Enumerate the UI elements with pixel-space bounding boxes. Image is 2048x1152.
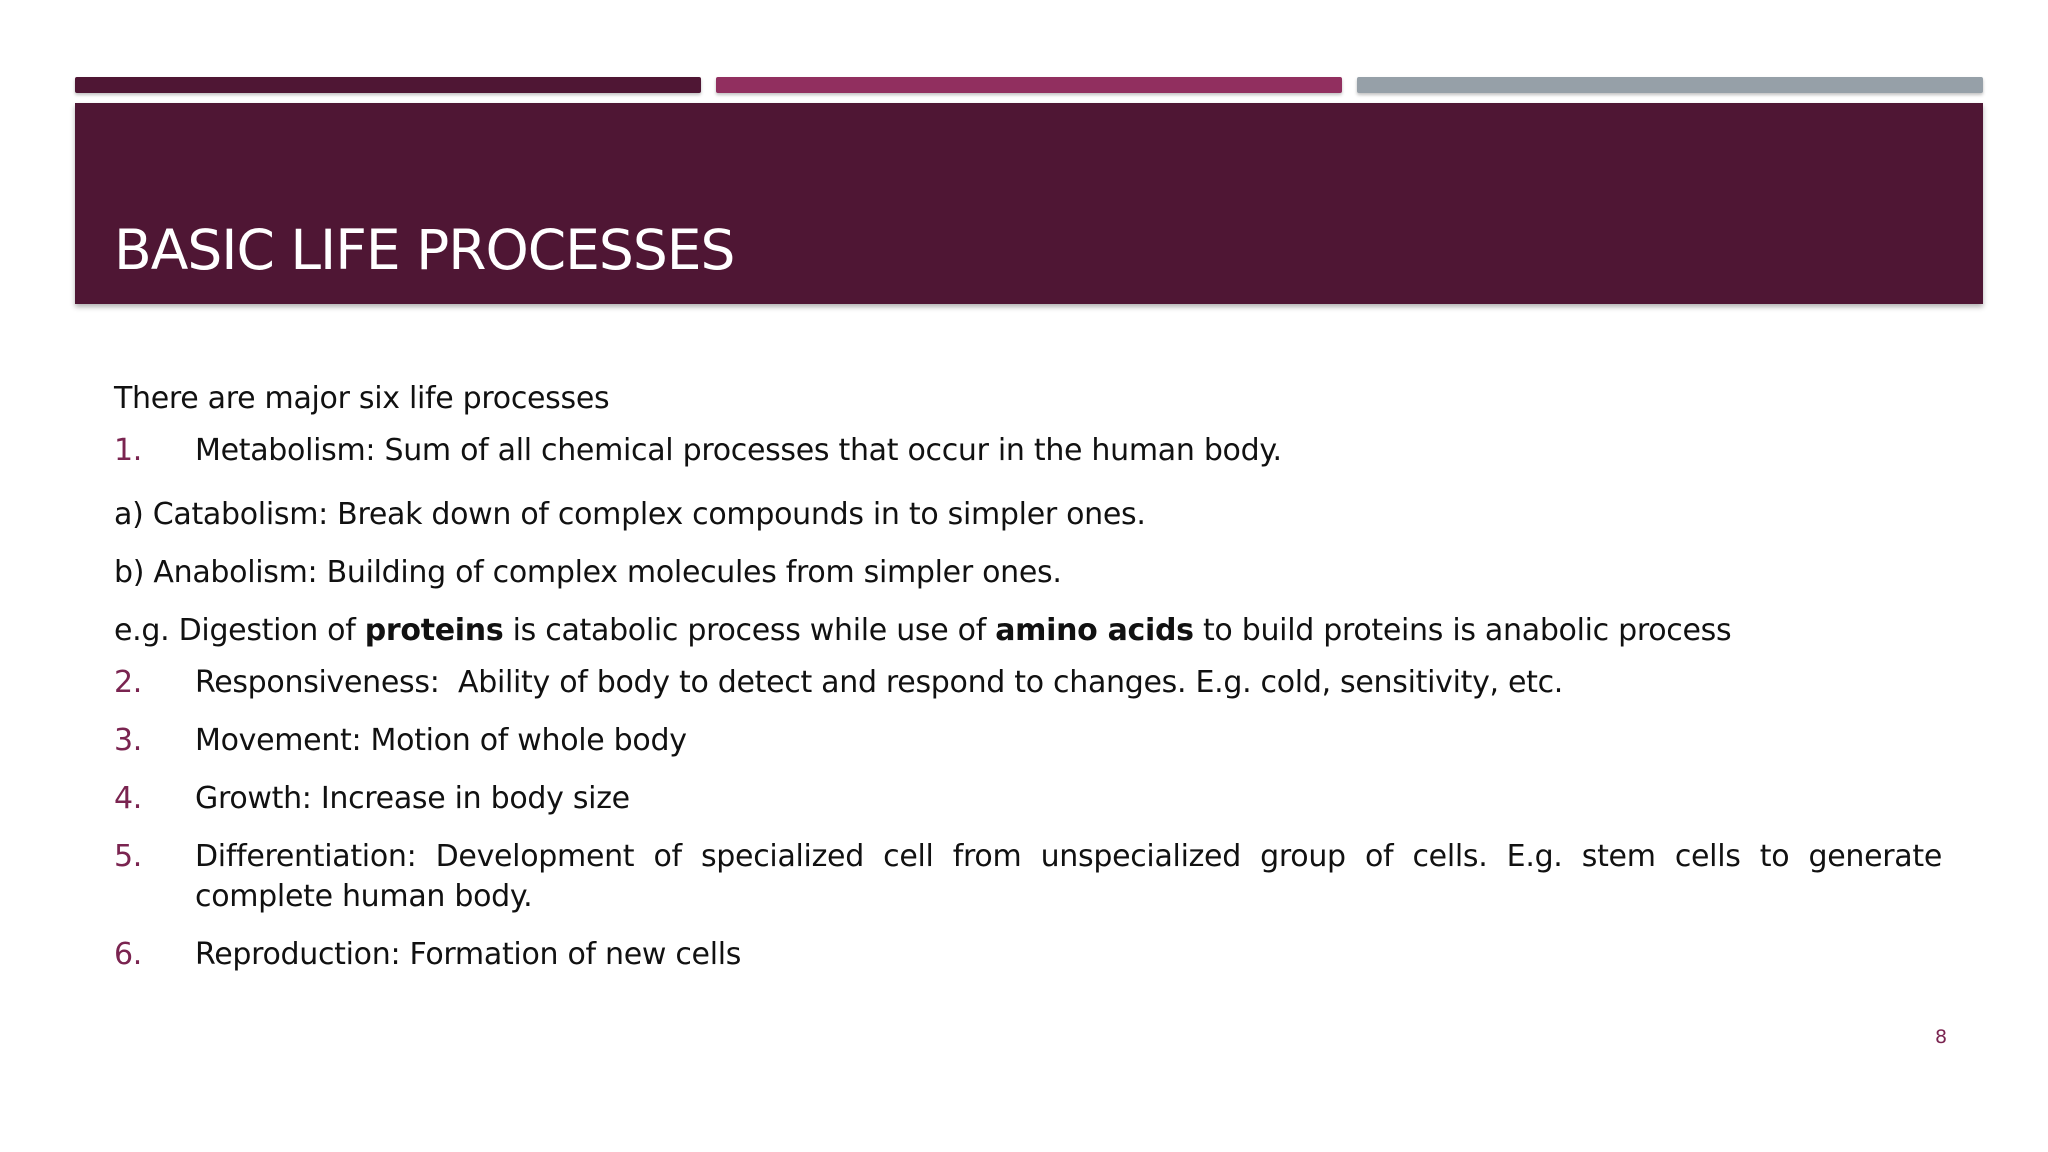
list-item-movement xyxy=(114,721,1942,761)
list-number: 4. xyxy=(114,781,143,816)
example-part: e.g. Digestion of xyxy=(114,613,365,648)
list-item-growth xyxy=(114,779,1942,819)
list-number: 2. xyxy=(114,665,143,700)
list-item-text: Metabolism: Sum of all chemical processes that occur in the human body. xyxy=(195,433,1282,468)
list-item-text: Movement: Motion of whole body xyxy=(195,723,687,758)
list-item-text: Responsiveness: Ability of body to detect and respond to changes. E.g. cold, sensitivity, etc. xyxy=(195,665,1564,700)
list-number: 6. xyxy=(114,937,143,972)
example-part: is catabolic process while use of xyxy=(503,613,996,648)
list-item-responsiveness xyxy=(114,663,1942,703)
accent-bar-dark xyxy=(75,77,701,93)
list-item-text: Growth: Increase in body size xyxy=(195,781,630,816)
page-number: 8 xyxy=(1935,1026,1948,1048)
slide-title: BASIC LIFE PROCESSES xyxy=(114,218,735,282)
list-item-text: Differentiation: Development of specialized cell from unspecialized group of cells. E.g. stem cells to generate complete human body. xyxy=(195,839,1942,914)
list-number: 1. xyxy=(114,433,143,468)
list-item-differentiation xyxy=(114,837,1942,917)
sub-item-anabolism: b) Anabolism: Building of complex molecules from simpler ones. xyxy=(114,555,1062,590)
example-part: to build proteins is anabolic process xyxy=(1193,613,1732,648)
sub-item-catabolism: a) Catabolism: Break down of complex compounds in to simpler ones. xyxy=(114,497,1146,532)
list-item-reproduction xyxy=(114,935,1942,975)
intro-text: There are major six life processes xyxy=(114,381,610,416)
example-bold-proteins: proteins xyxy=(364,613,504,648)
example-text xyxy=(114,605,1942,663)
list-number: 5. xyxy=(114,839,143,874)
accent-bar-gray xyxy=(1357,77,1983,93)
accent-bar-magenta xyxy=(716,77,1342,93)
slide-body xyxy=(114,373,1942,993)
example-bold-amino-acids: amino acids xyxy=(995,613,1194,648)
list-item-metabolism xyxy=(114,431,1942,471)
list-number: 3. xyxy=(114,723,143,758)
title-band xyxy=(75,103,1983,304)
list-item-text: Reproduction: Formation of new cells xyxy=(195,937,742,972)
